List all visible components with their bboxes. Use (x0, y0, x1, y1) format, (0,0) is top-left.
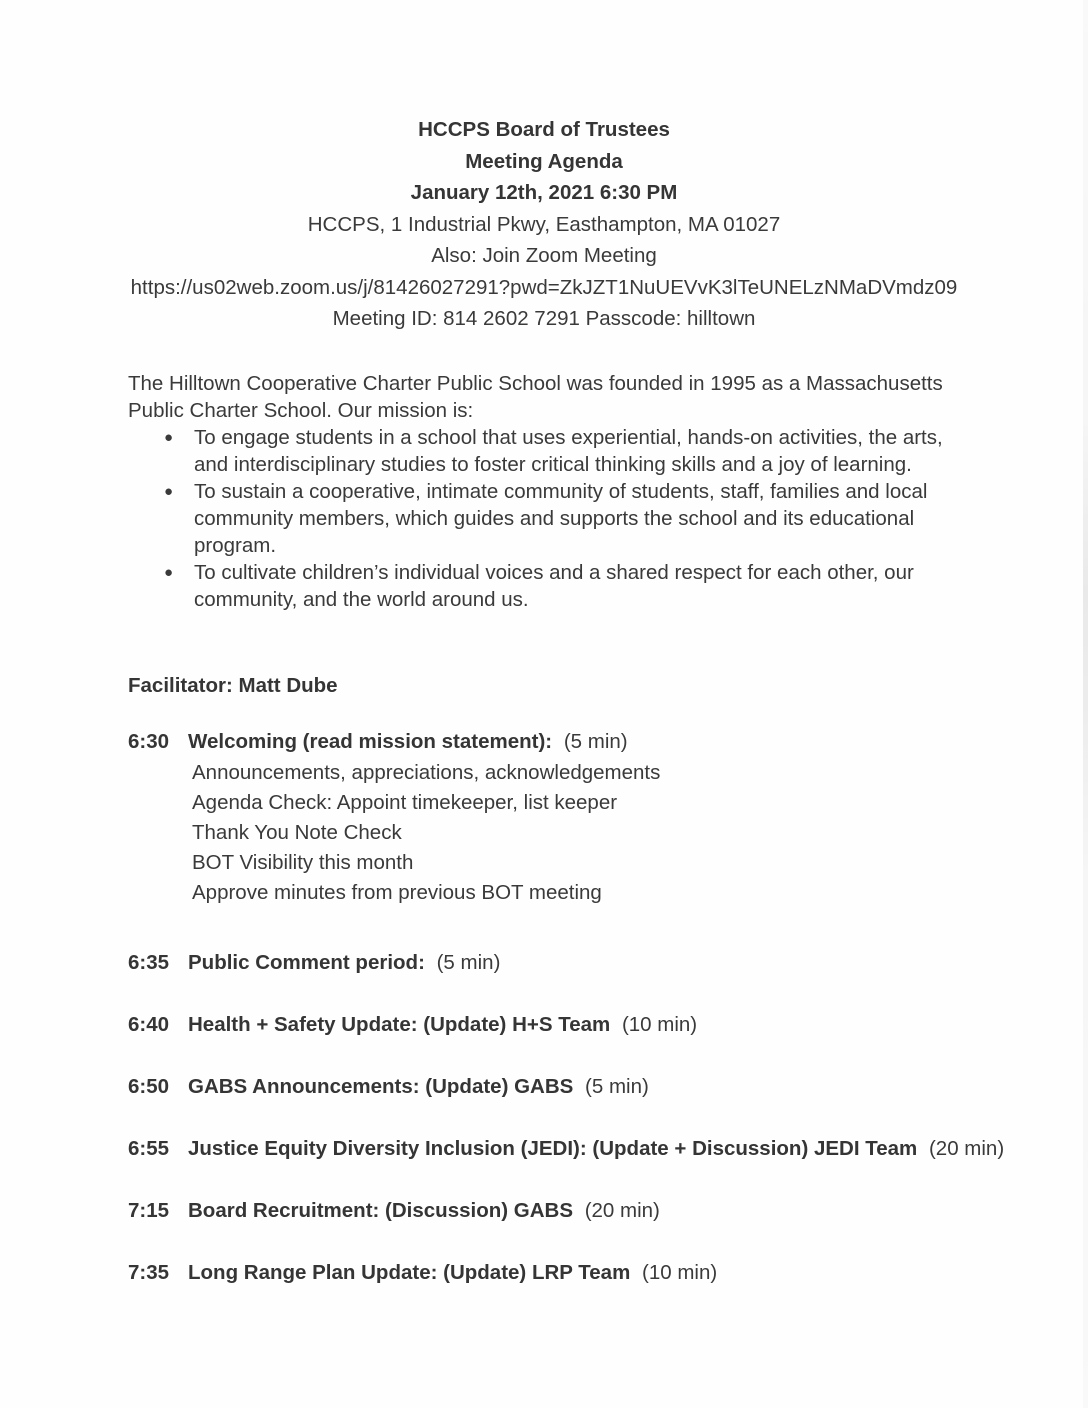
mission-bullet-list (128, 424, 970, 613)
agenda-time: 7:15 (128, 1198, 170, 1222)
agenda-title-bold: Public Comment period: (188, 950, 425, 974)
document-header (0, 0, 1088, 335)
agenda-title (188, 1197, 1088, 1225)
agenda-content (188, 1073, 1088, 1101)
list-item (128, 424, 966, 478)
agenda-title-bold: Board Recruitment: (Discussion) GABS (188, 1198, 573, 1222)
facilitator-line: Facilitator: Matt Dube (128, 673, 338, 697)
agenda-title-duration: (5 min) (585, 1074, 649, 1098)
agenda-item-board-recruitment (128, 1197, 1088, 1225)
agenda-sub-item: Agenda Check: Appoint timekeeper, list keeper (192, 790, 618, 814)
agenda-item-health-safety (128, 1011, 1088, 1039)
agenda-title-duration: (5 min) (436, 950, 501, 974)
agenda-title-duration: (10 min) (621, 1012, 698, 1036)
agenda-item-welcoming (128, 728, 1088, 908)
mission-intro: The Hilltown Cooperative Charter Public School was founded in 1995 as a Massachusetts Public Charter School. Our mission is: (128, 371, 943, 422)
scan-edge-artifact (1083, 0, 1088, 1408)
document-title: HCCPS Board of Trustees (418, 118, 670, 141)
agenda-title (188, 1073, 1088, 1101)
agenda-content (188, 1011, 1088, 1039)
agenda-time: 6:30 (128, 729, 170, 753)
mission-bullet-text: To cultivate children’s individual voices and a shared respect for each other, our community, and the world around us. (194, 560, 914, 611)
agenda-item-long-range-plan (128, 1259, 1088, 1287)
zoom-note: Also: Join Zoom Meeting (431, 244, 657, 267)
agenda-title-duration: (10 min) (642, 1260, 718, 1284)
agenda-title-bold: Health + Safety Update: (Update) H+S Team (188, 1012, 611, 1036)
agenda-section (128, 728, 1088, 1287)
agenda-time: 6:40 (128, 1012, 170, 1036)
list-item (128, 478, 966, 559)
bullet-icon: ● (164, 428, 174, 446)
meeting-location: HCCPS, 1 Industrial Pkwy, Easthampton, MA 01027 (307, 212, 781, 236)
agenda-sub-item: Approve minutes from previous BOT meeting (192, 880, 602, 904)
agenda-time: 6:35 (128, 950, 170, 974)
agenda-item-gabs-announcements (128, 1073, 1088, 1101)
agenda-title-duration: (5 min) (563, 729, 628, 753)
agenda-title (188, 1011, 1088, 1039)
mission-bullet-text: To engage students in a school that uses experiential, hands-on activities, the arts, and interdisciplinary studies to foster critical thinking skills and a joy of learning. (194, 425, 943, 476)
agenda-title-bold: GABS Announcements: (Update) GABS (188, 1074, 574, 1098)
agenda-content (188, 949, 1088, 977)
bullet-icon: ● (164, 482, 174, 500)
agenda-time: 6:50 (128, 1074, 170, 1098)
agenda-title (188, 1135, 1088, 1163)
meeting-id-passcode: Meeting ID: 814 2602 7291 Passcode: hilltown (332, 307, 756, 330)
bullet-icon: ● (164, 563, 174, 581)
agenda-content (188, 1259, 1088, 1287)
agenda-content (188, 1135, 1088, 1163)
agenda-item-public-comment (128, 949, 1088, 977)
agenda-title-bold: Welcoming (read mission statement): (188, 729, 553, 753)
agenda-sub-item: Thank You Note Check (192, 820, 402, 844)
agenda-sub-list (188, 758, 1088, 908)
list-item (128, 559, 966, 613)
agenda-time: 6:55 (128, 1136, 170, 1160)
agenda-title-duration: (20 min) (584, 1198, 660, 1222)
agenda-title-bold: Justice Equity Diversity Inclusion (JEDI): (Update + Discussion) JEDI Team (188, 1136, 918, 1160)
agenda-title (188, 1259, 1088, 1287)
agenda-title (188, 949, 1088, 977)
agenda-title (188, 728, 1088, 756)
agenda-title-duration: (20 min) (928, 1136, 1005, 1160)
zoom-url: https://us02web.zoom.us/j/81426027291?pwd=ZkJZT1NuUEVvK3lTeUNELzNMaDVmdz09 (130, 275, 958, 299)
agenda-item-jedi (128, 1135, 1088, 1163)
mission-section (128, 370, 970, 613)
mission-bullet-text: To sustain a cooperative, intimate community of students, staff, families and local community members, which guides and supports the school and its educational program. (194, 479, 928, 557)
agenda-sub-item: Announcements, appreciations, acknowledgements (192, 760, 661, 784)
meeting-datetime: January 12th, 2021 6:30 PM (410, 181, 678, 204)
agenda-content (188, 728, 1088, 908)
document-subtitle: Meeting Agenda (465, 149, 623, 173)
agenda-time: 7:35 (128, 1260, 170, 1284)
agenda-title-bold: Long Range Plan Update: (Update) LRP Team (188, 1260, 631, 1284)
agenda-sub-item: BOT Visibility this month (192, 850, 414, 874)
agenda-content (188, 1197, 1088, 1225)
